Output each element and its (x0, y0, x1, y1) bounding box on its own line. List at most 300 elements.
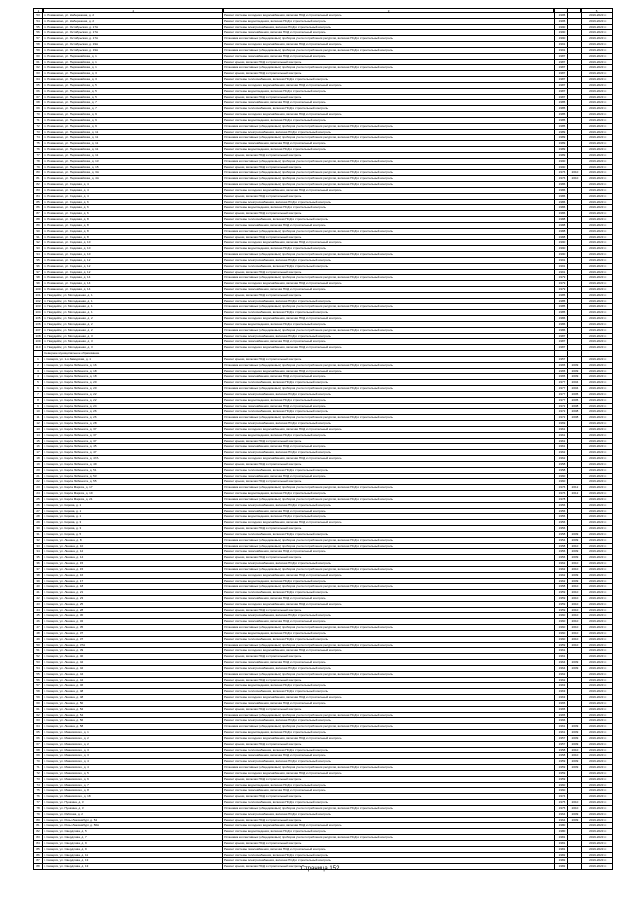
row-period: 2019-2023 гг. (589, 94, 607, 99)
row-year-built: 1990 (558, 252, 566, 257)
row-work-type: Ремонт системы холодного водоснабжения, включая ПСД и строительный контроль (224, 770, 342, 775)
row-year-built: 1962 (558, 578, 566, 583)
row-work-type: Ремонт крыши, включая ПСД и строительный контроль (224, 59, 302, 64)
row-number: 105 (35, 316, 41, 321)
row-year-built: 1956 (558, 526, 566, 531)
row-number: 55 (36, 24, 40, 29)
row-number: 84 (36, 193, 40, 198)
row-address: г. Северск, ул. Карла Либкнехта, д. 22 (44, 391, 97, 396)
row-year-built: 1960 (558, 625, 566, 630)
row-address: п. Гвардейск, ул. Молодежная, д. 3 (44, 339, 93, 344)
row-number: 23 (36, 485, 40, 490)
row-number: 8 (37, 397, 39, 402)
row-work-type: Ремонт крыши, включая ПСД и строительный контроль (224, 776, 302, 781)
row-number: 70 (36, 112, 40, 117)
row-work-type: Ремонт системы электроснабжения, включая ПСД и строительный контроль (224, 333, 331, 338)
row-year-built: 1987 (558, 88, 566, 93)
row-year-built: 1957 (558, 735, 566, 740)
row-year-built: 1979 (558, 287, 566, 291)
row-year-built: 1990 (558, 24, 566, 29)
row-year-built: 1986 (558, 199, 566, 204)
row-year-built: 1985 (558, 292, 566, 297)
row-address: г. Северск, ул. Ленина, д. 30 (44, 613, 84, 618)
row-period: 2019-2023 гг. (589, 485, 607, 490)
row-period: 2019-2023 гг. (589, 689, 607, 694)
row-period: 2019-2023 гг. (589, 473, 607, 478)
row-address: г. Северск, ул. Ленина, д. 46 (44, 683, 84, 688)
row-address: п. Ромашкино, ул. Первомайская, д. 4А (44, 176, 99, 181)
row-year-built: 1956 (558, 555, 566, 560)
row-number: 40 (36, 584, 40, 589)
row-period: 2019-2023 гг. (589, 724, 607, 729)
row-number: 107 (35, 327, 41, 332)
row-year-built: 1976 (558, 491, 566, 496)
row-period: 2019-2023 гг. (589, 846, 607, 851)
row-work-type: Ремонт системы электроснабжения, включая ПСД и строительный контроль (224, 199, 331, 204)
row-year-renovated: 2009 (571, 741, 579, 746)
row-work-type: Установка коллективных (общедомовых) приборов учета потребления ресурсов, включая ПСД и строительный контроль (224, 415, 393, 420)
row-year-built: 1977 (558, 391, 566, 396)
row-period: 2019-2023 гг. (589, 741, 607, 746)
row-number: 76 (36, 147, 40, 152)
row-number: 103 (35, 304, 41, 309)
row-number: 19 (36, 461, 40, 466)
row-work-type: Ремонт крыши, включая ПСД и строительный контроль (224, 607, 302, 612)
row-number: 60 (36, 53, 40, 58)
row-work-type: Ремонт системы газоснабжения, включая ПСД и строительный контроль (224, 287, 326, 291)
row-year-built: 1981 (558, 840, 566, 845)
row-year-built: 1962 (558, 677, 566, 682)
row-number: 21 (36, 473, 40, 478)
row-number: 28 (36, 514, 40, 519)
row-year-built: 1959 (558, 759, 566, 764)
row-work-type: Ремонт системы водоотведения, включая ПСД и строительный контроль (224, 18, 326, 23)
row-address: г. Северск, ул. Маяковского, д. 7 (44, 782, 89, 787)
row-period: 2019-2023 гг. (589, 665, 607, 670)
row-work-type: Установка коллективных (общедомовых) приборов учета потребления ресурсов, включая ПСД и строительный контроль (224, 712, 393, 717)
row-work-type: Ремонт крыши, включая ПСД и строительный контроль (224, 234, 302, 239)
row-year-renovated: 2009 (571, 665, 579, 670)
row-year-renovated: 2010 (571, 170, 579, 175)
row-number: 79 (36, 811, 40, 816)
row-number: 9 (37, 403, 39, 408)
row-work-type: Ремонт системы газоснабжения, включая ПСД и строительный контроль (224, 595, 326, 600)
row-address: п. Гвардейск, ул. Молодежная, д. 2 (44, 327, 93, 332)
row-work-type: Установка коллективных (общедомовых) приборов учета потребления ресурсов, включая ПСД и строительный контроль (224, 158, 393, 163)
row-work-type: Ремонт системы холодного водоснабжения, включая ПСД и строительный контроль (224, 426, 342, 431)
row-work-type: Установка коллективных (общедомовых) приборов учета потребления ресурсов, включая ПСД и строительный контроль (224, 304, 393, 309)
row-address: г. Северск, ул. Карла Либкнехта, д. 37 (44, 426, 97, 431)
row-period: 2019-2023 гг. (589, 368, 607, 373)
row-work-type: Ремонт системы теплоснабжения, включая ПСД и строительный контроль (224, 590, 329, 595)
row-address: г. Северск, ул. Ленина, д. 25 (44, 601, 84, 606)
row-period: 2019-2023 гг. (589, 164, 607, 169)
row-period: 2019-2023 гг. (589, 765, 607, 770)
row-number: 83 (36, 187, 40, 192)
row-year-built: 1960 (558, 619, 566, 624)
row-year-built: 1959 (558, 607, 566, 612)
row-work-type: Ремонт системы водоотведения, включая ПСД и строительный контроль (224, 88, 326, 93)
row-period: 2019-2023 гг. (589, 566, 607, 571)
row-number: 61 (36, 59, 40, 64)
row-year-renovated: 2010 (571, 613, 579, 618)
row-year-renovated: 2009 (571, 578, 579, 583)
row-number: 45 (36, 613, 40, 618)
row-number: 57 (36, 683, 40, 688)
row-period: 2019-2023 гг. (589, 619, 607, 624)
row-year-built: 1972 (558, 403, 566, 408)
row-year-built: 1960 (558, 473, 566, 478)
row-address: п. Ромашкино, ул. Первомайская, д. 1 (44, 59, 97, 64)
row-address: г. Северск, ул. Ленина, д. 42 (44, 660, 84, 665)
row-number: 110 (35, 345, 41, 350)
row-number: 32 (36, 537, 40, 542)
row-number: 81 (36, 176, 40, 181)
row-work-type: Установка коллективных (общедомовых) приборов учета потребления ресурсов, включая ПСД и строительный контроль (224, 485, 393, 490)
row-period: 2019-2023 гг. (589, 561, 607, 565)
row-period: 2019-2023 гг. (589, 584, 607, 589)
row-work-type: Ремонт системы электроснабжения, включая ПСД и строительный контроль (224, 502, 331, 507)
row-period: 2019-2023 гг. (589, 135, 607, 140)
row-work-type: Ремонт системы теплоснабжения, включая ПСД и строительный контроль (224, 106, 329, 111)
row-work-type: Установка коллективных (общедомовых) приборов учета потребления ресурсов, включая ПСД и строительный контроль (224, 275, 393, 280)
row-address: г. Северск, ул. Маяковского, д. 8 (44, 788, 89, 793)
row-period: 2019-2023 гг. (589, 508, 607, 513)
row-number: 27 (36, 508, 40, 513)
row-year-built: 1961 (558, 724, 566, 729)
row-work-type: Ремонт крыши, включая ПСД и строительный контроль (224, 654, 302, 659)
row-number: 20 (36, 467, 40, 472)
row-work-type: Ремонт системы холодного водоснабжения, включая ПСД и строительный контроль (224, 572, 342, 577)
row-period: 2019-2023 гг. (589, 333, 607, 338)
row-work-type: Ремонт системы газоснабжения, включая ПСД и строительный контроль (224, 141, 326, 146)
row-number: 64 (36, 77, 40, 82)
row-period: 2019-2023 гг. (589, 520, 607, 525)
row-year-built: 1987 (558, 339, 566, 344)
row-work-type: Ремонт крыши, включая ПСД и строительный контроль (224, 526, 302, 531)
row-number: 62 (36, 712, 40, 717)
row-year-renovated: 2010 (571, 590, 579, 595)
row-year-built: 1987 (558, 71, 566, 76)
row-work-type: Установка коллективных (общедомовых) приборов учета потребления ресурсов, включая ПСД и строительный контроль (224, 65, 393, 70)
row-address: п. Гвардейск, ул. Молодежная, д. 1 (44, 292, 93, 297)
row-period: 2019-2023 гг. (589, 252, 607, 257)
row-work-type: Ремонт системы холодного водоснабжения, включая ПСД и строительный контроль (224, 456, 342, 461)
row-work-type: Ремонт системы холодного водоснабжения, включая ПСД и строительный контроль (224, 520, 342, 525)
row-year-built: 1961 (558, 444, 566, 449)
row-address: п. Гвардейск, ул. Молодежная, д. 1 (44, 304, 93, 309)
row-address: п. Ромашкино, ул. Садовая, д. 8 (44, 217, 89, 222)
row-work-type: Ремонт системы теплоснабжения, включая ПСД и строительный контроль (224, 531, 329, 536)
row-number: 57 (36, 36, 40, 41)
row-period: 2019-2023 гг. (589, 59, 607, 64)
row-year-built: 1986 (558, 193, 566, 198)
row-work-type: Ремонт системы теплоснабжения, включая ПСД и строительный контроль (224, 310, 329, 315)
header-cell-period: 5 (595, 9, 598, 12)
row-address: г. Северск, ул. Карла Либкнехта, д. 26 (44, 409, 97, 414)
row-address: п. Ромашкино, ул. Первомайская, д. 15 (44, 164, 99, 169)
row-number: 75 (36, 788, 40, 793)
row-period: 2019-2023 гг. (589, 30, 607, 35)
row-address: г. Северск, ул. Карла Либкнехта, д. 53 (44, 473, 97, 478)
row-period: 2019-2023 гг. (589, 82, 607, 87)
row-year-built: 1958 (558, 531, 566, 536)
row-year-renovated: 2009 (571, 817, 579, 822)
row-number: 60 (36, 700, 40, 705)
row-number: 26 (36, 502, 40, 507)
row-period: 2019-2023 гг. (589, 572, 607, 577)
row-work-type: Установка коллективных (общедомовых) приборов учета потребления ресурсов, включая ПСД и строительный контроль (224, 362, 393, 367)
row-number: 71 (36, 117, 40, 122)
row-year-renovated: 2009 (571, 724, 579, 729)
row-period: 2019-2023 гг. (589, 601, 607, 606)
row-number: 48 (36, 630, 40, 635)
row-year-built: 1974 (558, 794, 566, 799)
row-year-built: 1981 (558, 846, 566, 851)
row-work-type: Ремонт системы холодного водоснабжения, включая ПСД и строительный контроль (224, 82, 342, 87)
row-year-built: 1982 (558, 864, 566, 869)
row-period: 2019-2023 гг. (589, 182, 607, 187)
row-work-type: Ремонт системы водоотведения, включая ПСД и строительный контроль (224, 782, 326, 787)
row-address: п. Гвардейск, ул. Молодежная, д. 3 (44, 345, 93, 350)
row-address: г. Северск, ул. Ленина, д. 15 (44, 566, 84, 571)
row-number: 84 (36, 840, 40, 845)
row-year-built: 1956 (558, 508, 566, 513)
row-work-type: Ремонт системы холодного водоснабжения, включая ПСД и строительный контроль (224, 112, 342, 117)
row-address: п. Ромашкино, ул. Первомайская, д. 7 (44, 100, 97, 105)
row-number: 31 (36, 531, 40, 536)
row-work-type: Ремонт системы холодного водоснабжения, включая ПСД и строительный контроль (224, 13, 342, 17)
row-number: 42 (36, 595, 40, 600)
row-number: 63 (36, 71, 40, 76)
row-year-built: 1962 (558, 671, 566, 676)
row-work-type: Ремонт системы теплоснабжения, включая ПСД и строительный контроль (224, 800, 329, 805)
column-divider (554, 8, 555, 870)
row-year-built: 1963 (558, 689, 566, 694)
row-year-renovated: 2010 (571, 619, 579, 624)
row-number: 44 (36, 607, 40, 612)
row-address: г. Северск, ул. Ленина, д. 40 (44, 654, 84, 659)
row-period: 2019-2023 гг. (589, 193, 607, 198)
row-number: 101 (35, 292, 41, 297)
row-year-built: 1985 (558, 100, 566, 105)
row-period: 2019-2023 гг. (589, 858, 607, 863)
row-address: п. Ромашкино, ул. Первомайская, д. 11 (44, 135, 99, 140)
row-year-renovated: 2009 (571, 531, 579, 536)
row-period: 2019-2023 гг. (589, 386, 607, 391)
row-number: 80 (36, 817, 40, 822)
row-address: г. Северск, ул. Карла Либкнехта, д. 37 (44, 432, 97, 437)
row-year-built: 1964 (558, 665, 566, 670)
row-work-type: Ремонт системы газоснабжения, включая ПСД и строительный контроль (224, 53, 326, 58)
row-period: 2019-2023 гг. (589, 24, 607, 29)
row-period: 2019-2023 гг. (589, 823, 607, 828)
row-address: г. Северск, ул. Маяковского, д. 3 (44, 747, 89, 752)
row-period: 2019-2023 гг. (589, 269, 607, 274)
row-period: 2019-2023 гг. (589, 53, 607, 58)
row-number: 73 (36, 776, 40, 781)
row-period: 2019-2023 гг. (589, 864, 607, 869)
row-year-built: 1962 (558, 566, 566, 571)
row-period: 2019-2023 гг. (589, 491, 607, 496)
row-address: г. Северск, ул. Кирова, д. 5 (44, 531, 82, 536)
row-period: 2019-2023 гг. (589, 549, 607, 554)
row-period: 2019-2023 гг. (589, 397, 607, 402)
row-period: 2019-2023 гг. (589, 117, 607, 122)
row-year-renovated: 2004 (571, 386, 579, 391)
row-address: г. Северск, ул. Свердлова, д. 9 (44, 840, 87, 845)
row-work-type: Ремонт крыши, включая ПСД и строительный контроль (224, 152, 302, 157)
row-number: 29 (36, 520, 40, 525)
row-year-built: 1959 (558, 770, 566, 775)
row-year-built: 1977 (558, 386, 566, 391)
row-period: 2019-2023 гг. (589, 106, 607, 111)
row-period: 2019-2023 гг. (589, 409, 607, 414)
row-period: 2019-2023 гг. (589, 450, 607, 455)
row-number: 50 (36, 642, 40, 647)
row-period: 2019-2023 гг. (589, 607, 607, 612)
row-year-renovated: 2010 (571, 625, 579, 630)
row-number: 87 (36, 858, 40, 863)
row-address: г. Северск, ул. Ленина, д. 14 (44, 555, 84, 560)
row-address: п. Ромашкино, ул. Октябрьская, д. 17А (44, 30, 99, 35)
row-number: 67 (36, 741, 40, 746)
page-number: Страница 152 (300, 866, 340, 872)
row-number: 94 (36, 252, 40, 257)
row-number: 61 (36, 706, 40, 711)
row-period: 2019-2023 гг. (589, 526, 607, 531)
row-address: п. Ромашкино, ул. Октябрьская, д. 17А (44, 24, 99, 29)
row-number: 67 (36, 94, 40, 99)
row-year-renovated: 2009 (571, 811, 579, 816)
row-number: 88 (36, 217, 40, 222)
row-address: г. Северск, ул. Ленина, д. 37 (44, 630, 84, 635)
row-work-type: Ремонт крыши, включая ПСД и строительный контроль (224, 461, 302, 466)
row-period: 2019-2023 гг. (589, 42, 607, 47)
row-address: г. Северск, ул. Карла Либкнехта, д. 20 (44, 386, 97, 391)
row-address: г. Северск, ул. Ленина, д. 23 (44, 595, 84, 600)
row-work-type: Ремонт системы холодного водоснабжения, включая ПСД и строительный контроль (224, 281, 342, 286)
row-period: 2019-2023 гг. (589, 800, 607, 805)
row-year-built: 1962 (558, 572, 566, 577)
row-work-type: Ремонт системы электроснабжения, включая ПСД и строительный контроль (224, 613, 331, 618)
row-address: п. Ромашкино, ул. Октябрьская, д. 19А (44, 42, 99, 47)
header-cell-year: 4 (554, 9, 581, 12)
row-address: г. Северск, ул. Ленина, д. 18 (44, 584, 84, 589)
row-address: г. Северск, ул. Ленина, д. 54 (44, 712, 84, 717)
row-year-renovated: 2010 (571, 561, 579, 565)
row-year-built: 1976 (558, 170, 566, 175)
row-number: 7 (37, 391, 39, 396)
row-year-built: 1963 (558, 683, 566, 688)
row-address: п. Ромашкино, ул. Садовая, д. 6 (44, 199, 89, 204)
row-period: 2019-2023 гг. (589, 310, 607, 315)
row-work-type: Установка коллективных (общедомовых) приборов учета потребления ресурсов, включая ПСД и строительный контроль (224, 228, 393, 233)
row-address: г. Северск, ул. Ленина, д. 10 (44, 543, 84, 548)
row-work-type: Ремонт системы водоотведения, включая ПСД и строительный контроль (224, 683, 326, 688)
row-year-built: 1972 (558, 415, 566, 420)
row-year-renovated: 2010 (571, 601, 579, 606)
row-period: 2019-2023 гг. (589, 718, 607, 723)
row-number: 68 (36, 100, 40, 105)
row-address: г. Северск, ул. Свердлова, д. 13 (44, 858, 89, 863)
row-period: 2019-2023 гг. (589, 840, 607, 845)
row-number: 65 (36, 730, 40, 735)
row-period: 2019-2023 гг. (589, 660, 607, 665)
row-period: 2019-2023 гг. (589, 112, 607, 117)
row-year-built: 1954 (558, 537, 566, 542)
row-address: п. Ромашкино, ул. Первомайская, д. 11 (44, 129, 99, 134)
row-work-type: Ремонт системы газоснабжения, включая ПСД и строительный контроль (224, 619, 326, 624)
row-year-built: 1995 (558, 13, 566, 17)
row-year-built: 1987 (558, 65, 566, 70)
row-year-renovated: 2009 (571, 735, 579, 740)
row-number: 58 (36, 42, 40, 47)
row-work-type: Установка коллективных (общедомовых) приборов учета потребления ресурсов, включая ПСД и строительный контроль (224, 386, 393, 391)
row-year-built: 1980 (558, 823, 566, 828)
row-period: 2019-2023 гг. (589, 356, 607, 361)
row-work-type: Установка коллективных (общедомовых) приборов учета потребления ресурсов, включая ПСД и строительный контроль (224, 724, 393, 729)
row-year-built: 1959 (558, 765, 566, 770)
row-year-built: 1956 (558, 549, 566, 554)
row-work-type: Ремонт системы электроснабжения, включая ПСД и строительный контроль (224, 759, 331, 764)
row-work-type: Ремонт системы газоснабжения, включая ПСД и строительный контроль (224, 846, 326, 851)
row-address: п. Ромашкино, ул. Первомайская, д. 11 (44, 147, 99, 152)
row-address: г. Северск, ул. Свердлова, д. 5 (44, 829, 87, 834)
row-number: 58 (36, 689, 40, 694)
row-address: п. Ромашкино, ул. Первомайская, д. 5 (44, 94, 97, 99)
row-period: 2019-2023 гг. (589, 246, 607, 251)
row-number: 38 (36, 572, 40, 577)
row-work-type: Установка коллективных (общедомовых) приборов учета потребления ресурсов, включая ПСД и строительный контроль (224, 835, 393, 840)
row-year-renovated: 2010 (571, 595, 579, 600)
row-address: п. Гвардейск, ул. Молодежная, д. 1 (44, 310, 93, 315)
row-work-type: Установка коллективных (общедомовых) приборов учета потребления ресурсов, включая ПСД и строительный контроль (224, 123, 393, 128)
row-period: 2019-2023 гг. (589, 71, 607, 76)
row-work-type: Установка коллективных (общедомовых) приборов учета потребления ресурсов, включая ПСД и строительный контроль (224, 252, 393, 257)
row-period: 2019-2023 гг. (589, 205, 607, 210)
row-number: 77 (36, 152, 40, 157)
row-number: 78 (36, 158, 40, 163)
row-period: 2019-2023 гг. (589, 421, 607, 426)
row-year-renovated: 2009 (571, 765, 579, 770)
row-number: 106 (35, 321, 41, 326)
row-address: п. Ромашкино, ул. Первомайская, д. 3 (44, 71, 97, 76)
row-number: 85 (36, 846, 40, 851)
row-number: 74 (36, 782, 40, 787)
row-address: г. Северск, ул. Маяковского, д. 3 (44, 753, 89, 758)
row-year-built: 1965 (558, 700, 566, 705)
row-period: 2019-2023 гг. (589, 730, 607, 735)
row-address: г. Северск, ул. Карла Либкнехта, д. 45 (44, 444, 97, 449)
row-number: 33 (36, 543, 40, 548)
row-address: г. Северск, ул. Карла Либкнехта, д. 18 (44, 374, 97, 379)
row-address: г. Северск, ул. Карла Либкнехта, д. 49 (44, 461, 97, 466)
row-address: п. Ромашкино, ул. Первомайская, д. 3А (44, 170, 99, 175)
row-period: 2019-2023 гг. (589, 380, 607, 385)
row-number: 22 (36, 479, 40, 484)
row-number: 68 (36, 747, 40, 752)
row-address: г. Северск, ул. Ленина, д. 21 (44, 590, 84, 595)
row-year-built: 1958 (558, 753, 566, 758)
row-year-renovated: 2008 (571, 403, 579, 408)
row-address: г. Северск, ул. Карла Либкнехта, д. 51 (44, 467, 97, 472)
row-year-built: 1982 (558, 858, 566, 863)
row-year-renovated: 2009 (571, 555, 579, 560)
row-address: п. Ромашкино, ул. Садовая, д. 12 (44, 269, 91, 274)
row-work-type: Установка коллективных (общедомовых) приборов учета потребления ресурсов, включая ПСД и строительный контроль (224, 642, 393, 647)
row-work-type: Ремонт системы водоотведения, включая ПСД и строительный контроль (224, 829, 326, 834)
